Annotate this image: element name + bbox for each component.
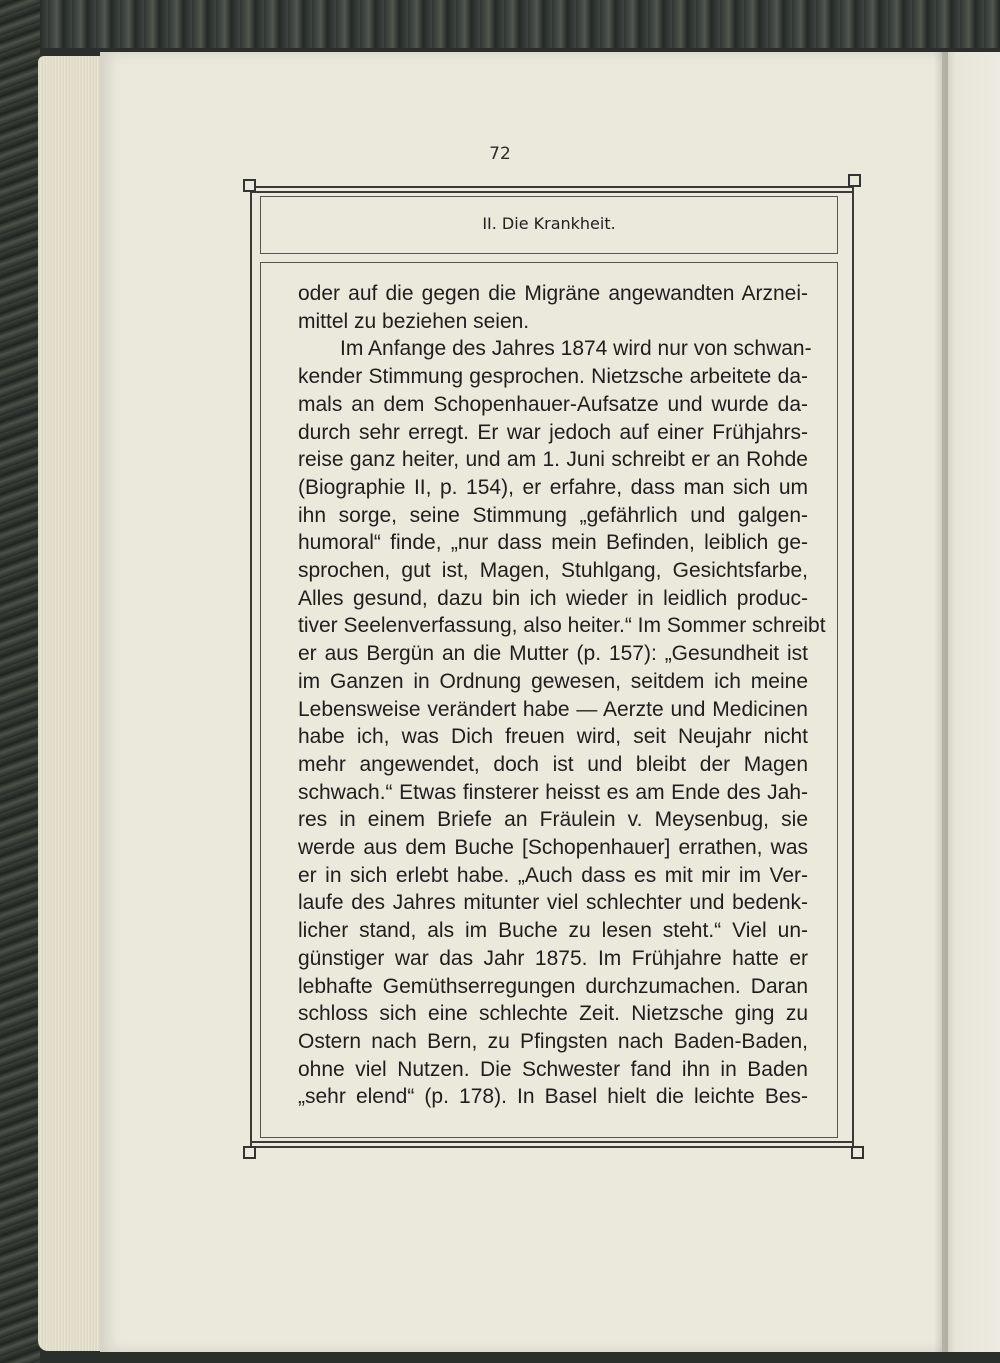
text-line: werde aus dem Buche [Schopenhauer] errathen, was <box>298 836 808 860</box>
text-line: res in einem Briefe an Fräulein v. Meysenbug, sie <box>298 808 808 832</box>
facing-page-edge <box>942 52 1000 1352</box>
text-line: schwach.“ Etwas finsterer heisst es am Ende des Jah- <box>298 780 808 804</box>
text-line: er aus Bergün an die Mutter (p. 157): „Gesundheit ist <box>298 642 808 666</box>
text-line: mehr angewendet, doch ist und bleibt der Magen <box>298 752 808 776</box>
text-line: habe ich, was Dich freuen wird, seit Neujahr nicht <box>298 725 808 749</box>
frame-inner-bottom-rule <box>250 1141 854 1143</box>
text-line: im Ganzen in Ordnung gewesen, seitdem ich meine <box>298 669 808 693</box>
text-line: laufe des Jahres mitunter viel schlechter und bedenk- <box>298 891 808 915</box>
text-line: licher stand, als im Buche zu lesen steht.“ Viel un- <box>298 919 808 943</box>
text-line: schloss sich eine schlechte Zeit. Nietzsche ging zu <box>298 1002 808 1026</box>
frame-corner-bottom-right <box>851 1146 864 1159</box>
text-line: Alles gesund, dazu bin ich wieder in leidlich produc- <box>298 586 808 610</box>
body-text <box>298 280 826 1111</box>
frame-corner-top-left <box>243 179 256 192</box>
text-line: durch sehr erregt. Er war jedoch auf einer Frühjahrs- <box>298 420 808 444</box>
text-line: sprochen, gut ist, Magen, Stuhlgang, Gesichtsfarbe, <box>298 559 808 583</box>
text-line: oder auf die gegen die Migräne angewandten Arznei- <box>298 282 808 305</box>
text-line: ihn sorge, seine Stimmung „gefährlich und galgen- <box>298 503 808 527</box>
book-top-edge <box>0 0 1000 48</box>
page-stack-edge <box>38 56 108 1351</box>
text-line: (Biographie II, p. 154), er erfahre, dass man sich um <box>298 475 808 499</box>
text-line: ohne viel Nutzen. Die Schwester fand ihn in Baden <box>298 1057 808 1081</box>
text-line: Lebensweise verändert habe — Aerzte und Medicinen <box>298 697 808 721</box>
frame-corner-top-right <box>848 174 861 187</box>
text-line: Im Anfange des Jahres 1874 wird nur von schwan- <box>340 337 812 361</box>
frame-inner-top-rule <box>250 191 854 193</box>
text-line: lebhafte Gemüthserregungen durchzumachen. Daran <box>298 974 808 998</box>
text-line: reise ganz heiter, und am 1. Juni schreibt er an Rohde <box>298 448 808 472</box>
frame-corner-bottom-left <box>243 1146 256 1159</box>
text-line: kender Stimmung gesprochen. Nietzsche arbeitete da- <box>298 365 808 389</box>
text-line: mals an dem Schopenhauer-Aufsatze und wurde da- <box>298 392 808 416</box>
text-line: „sehr elend“ (p. 178). In Basel hielt die leichte Bes- <box>298 1085 808 1109</box>
marbled-cover-edge <box>0 0 40 1363</box>
text-line: günstiger war das Jahr 1875. Im Frühjahre hatte er <box>298 946 808 970</box>
page-number: 72 <box>489 144 511 164</box>
gutter-shadow <box>934 52 948 1352</box>
text-line: humoral“ finde, „nur dass mein Befinden, leiblich ge- <box>298 531 808 555</box>
text-line: Ostern nach Bern, zu Pfingsten nach Baden-Baden, <box>298 1029 808 1053</box>
text-line: er in sich erlebt habe. „Auch dass es mit mir im Ver- <box>298 863 808 887</box>
text-line: mittel zu beziehen seien. <box>298 309 530 333</box>
running-head: II. Die Krankheit. <box>482 214 616 233</box>
text-line: tiver Seelenverfassung, also heiter.“ Im Sommer schreibt <box>298 614 826 638</box>
